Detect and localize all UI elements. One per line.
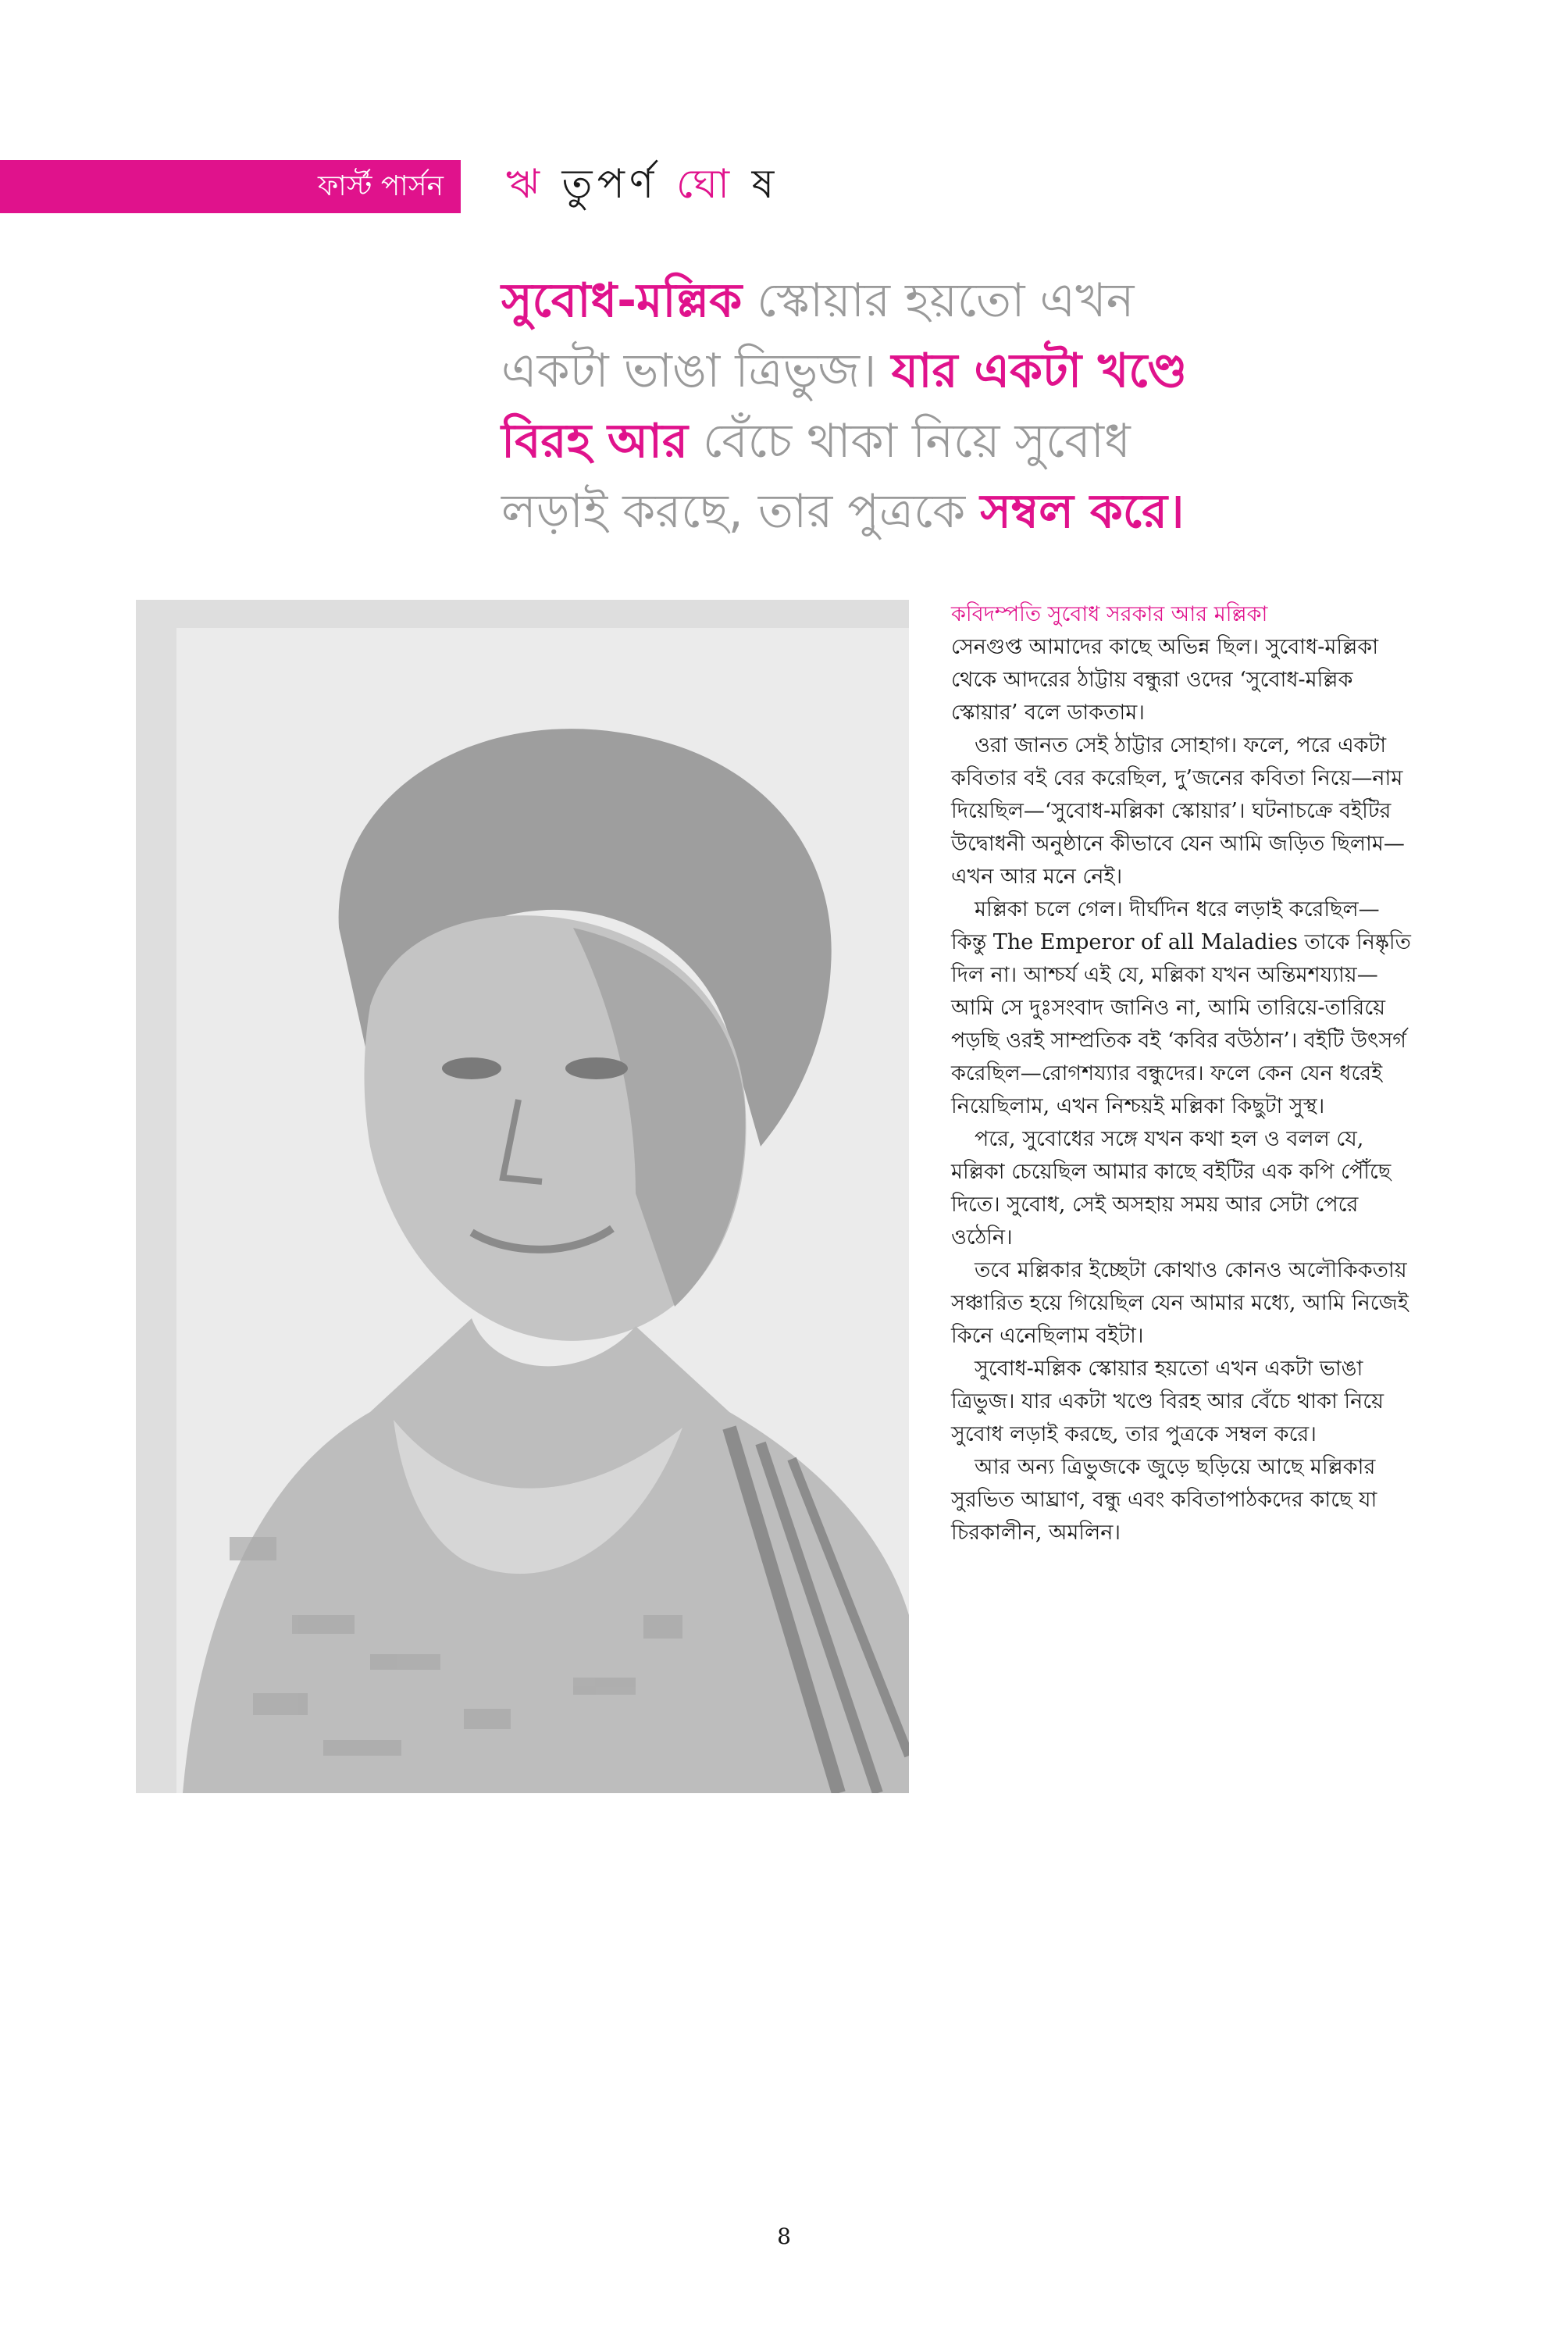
article-paragraph: তবে মল্লিকার ইচ্ছেটা কোথাও কোনও অলৌকিকতায় সঞ্চারিত হয়ে গিয়েছিল যেন আমার মধ্যে, আমি নিজেই কিনে এনেছিলাম বইটা। [951,1258,1409,1348]
article-paragraph: ওরা জানত সেই ঠাট্টার সোহাগ। ফলে, পরে একটা কবিতার বই বের করেছিল, দু’জনের কবিতা নিয়ে—নাম দিয়েছিল—‘সুবোধ-মল্লিকা স্কোয়ার’। ঘটনাচক্রে বইটির উদ্বোধনী অনুষ্ঠানে কীভাবে যেন আমি জড়িত ছিলাম—এখন আর মনে নেই। [951,733,1405,889]
pull-quote [501,266,1282,547]
article-paragraph: আর অন্য ত্রিভুজকে জুড়ে ছড়িয়ে আছে মল্লিকার সুরভিত আঘ্রাণ, বন্ধু এবং কবিতাপাঠকদের কাছে যা চিরকালীন, অমলিন। [951,1455,1377,1545]
author-name-part3: ঘো [675,161,735,208]
pull-quote-line-4 [501,476,1282,547]
author-name-part1: ঋ [506,161,545,208]
article-paragraph: পরে, সুবোধের সঙ্গে যখন কথা হল ও বলল যে, মল্লিকা চেয়েছিল আমার কাছে বইটির এক কপি পৌঁছে দিতে। সুবোধ, সেই অসহায় সময় আর সেটা পেরে ওঠেনি। [951,1127,1392,1250]
pull-quote-text: একটা ভাঙা ত্রিভুজ। [501,344,892,398]
page-number: 8 [777,2223,791,2249]
article-text: সেনগুপ্ত আমাদের কাছে অভিন্ন ছিল। সুবোধ-মল্লিকা থেকে আদরের ঠাট্টায় বন্ধুরা ওদের ‘সুবোধ-মল্লিক স্কোয়ার’ বলে ডাকতাম। [951,635,1379,725]
author-name-part2: তুপর্ণ [561,161,659,208]
pull-quote-text: স্কোয়ার হয়তো এখন [742,273,1135,328]
pull-quote-line-1 [501,266,1282,336]
pull-quote-highlight: যার একটা খণ্ডে [891,344,1188,398]
section-band [0,160,461,213]
pull-quote-highlight: সম্বল করে। [980,484,1185,539]
article-lead: কবিদম্পতি সুবোধ সরকার আর মল্লিকা [951,602,1268,626]
pull-quote-text: লড়াই করছে, তার পুত্রকে [501,484,981,539]
article-body [951,598,1412,1549]
pull-quote-highlight: বিরহ আর [501,414,688,469]
pull-quote-text: বেঁচে থাকা নিয়ে সুবোধ [687,414,1131,469]
pull-quote-line-2 [501,336,1282,406]
pull-quote-highlight: সুবোধ-মল্লিক [501,273,743,328]
article-paragraph: সুবোধ-মল্লিক স্কোয়ার হয়তো এখন একটা ভাঙা ত্রিভুজ। যার একটা খণ্ডে বিরহ আর বেঁচে থাকা নিয়ে সুবোধ লড়াই করছে, তার পুত্রকে সম্বল করে। [951,1357,1384,1446]
section-label: ফার্স্ট পার্সন [317,170,444,202]
author-name [506,159,779,209]
portrait-illustration [136,600,909,1793]
article-paragraph: মল্লিকা চলে গেল। দীর্ঘদিন ধরে লড়াই করেছিল—কিন্তু The Emperor of all Maladies তাকে নিষ্কৃতি দিল না। আশ্চর্য এই যে, মল্লিকা যখন অন্তিমশয্যায়—আমি সে দুঃসংবাদ জানিও না, আমি তারিয়ে-তারিয়ে পড়ছি ওরই সাম্প্রতিক বই ‘কবির বউঠান’। বইটি উৎসর্গ করেছিল—রোগশয্যার বন্ধুদের। ফলে কেন যেন ধরেই নিয়েছিলাম, এখন নিশ্চয়ই মল্লিকা কিছুটা সুস্থ। [951,897,1411,1118]
author-name-part4: ষ [751,161,779,208]
pull-quote-line-3 [501,406,1282,476]
portrait-photo [136,600,909,1793]
article-paragraph [951,598,1412,729]
